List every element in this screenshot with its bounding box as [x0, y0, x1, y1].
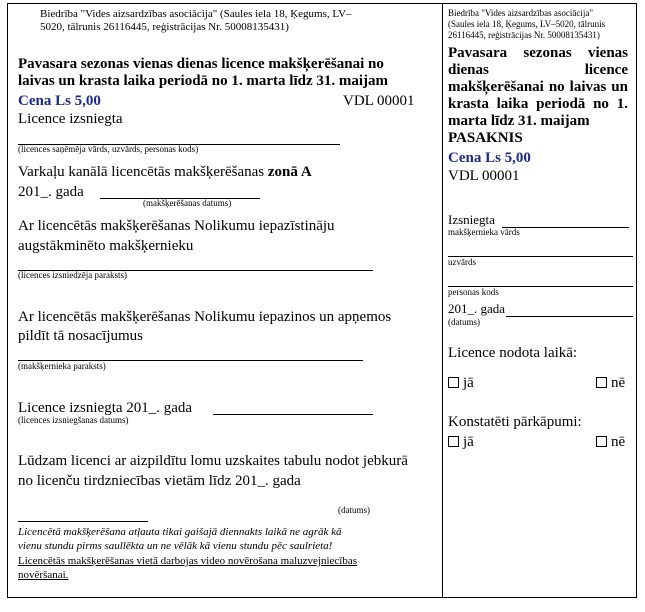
stub-date-label: 201_. gada	[448, 301, 506, 316]
stub-date-caption: (datums)	[448, 317, 480, 327]
serial-number: VDL 00001	[343, 93, 415, 109]
stub-title-line-3: makšķerēšanai no laivas un	[448, 79, 628, 95]
angler-ack-line-1: Ar licencētās makšķerēšanas Nolikumu iepazinos un apņemos	[18, 309, 392, 325]
daylight-note-line-1: Licencētā makšķerēšana atļauta tikai gaišajā diennakts laikā ne agrāk kā	[18, 526, 342, 538]
stub-label: PASAKNIS	[448, 130, 523, 146]
angler-ack-line-2: pildīt tā nosacījumus	[18, 328, 143, 344]
org-header-line-2: 5020, tālrunis 26116445, reģistrācijas Nr. 50008135431)	[40, 21, 289, 33]
stub-issued-label: Izsniegta	[448, 212, 495, 227]
stub-id-caption: personas kods	[448, 287, 499, 297]
notes-separator	[18, 521, 148, 522]
zone-line: Varkaļu kanālā licencētās makšķerēšanas zonā A	[18, 164, 312, 180]
issue-date-line[interactable]	[213, 414, 373, 415]
issuer-signature-caption: (licences izsniedzēja paraksts)	[18, 270, 127, 280]
return-date-caption: (datums)	[338, 505, 370, 515]
returned-no-option[interactable]: nē	[596, 375, 625, 392]
stub-org-header-line-1: Biedrība "Vides aizsardzības asociācija"	[448, 8, 593, 18]
stub-date-line[interactable]	[506, 316, 633, 317]
issued-to-label: Licence izsniegta	[18, 111, 123, 127]
stub-surname-caption: uzvārds	[448, 257, 476, 267]
daylight-note-line-2: vienu stundu pirms saullēkta un ne vēlāk kā vienu stundu pēc saulrieta!	[18, 540, 333, 552]
stub-title-line-2: dienas licence	[448, 62, 628, 78]
issue-date-caption: (licences izsniegšanas datums)	[18, 415, 129, 425]
rules-ack-line-1: Ar licencētās makšķerēšanas Nolikumu iepazīstināju	[18, 218, 335, 234]
rules-ack-line-2: augstākminēto makšķernieku	[18, 238, 194, 254]
fishing-date-caption: (makšķerēšanas datums)	[143, 198, 232, 208]
fishing-date-label: 201_. gada	[18, 184, 84, 200]
org-header-line-1: Biedrība "Vides aizsardzības asociācija" (Saules iela 18, Ķegums, LV–	[40, 8, 352, 20]
stub-org-header-line-2: (Saules iela 18, Ķegums, LV–5020, tālrunis	[448, 19, 606, 29]
license-form	[7, 3, 637, 598]
license-title-line-2: laivas un krasta laika periodā no 1. marta līdz 31. maijam	[18, 73, 389, 89]
violations-yes-option[interactable]: jā	[448, 434, 474, 451]
violations-no-checkbox[interactable]	[596, 436, 607, 447]
violations-no-option[interactable]: nē	[596, 434, 625, 451]
violations-question: Konstatēti pārkāpumi:	[448, 414, 582, 430]
video-note-line-2: novēršanai.	[18, 569, 69, 581]
angler-signature-caption: (makšķernieka paraksts)	[18, 361, 106, 371]
returned-no-checkbox[interactable]	[596, 377, 607, 388]
return-request-line-1: Lūdzam licenci ar aizpildītu lomu uzskaites tabulu nodot jebkurā	[18, 453, 408, 469]
price: Cena Ls 5,00	[18, 93, 101, 109]
video-note-line-1: Licencētās makšķerēšanas vietā darbojas video novērošana maluzvejniecības	[18, 555, 358, 567]
returned-question: Licence nodota laikā:	[448, 345, 578, 361]
stub-org-header-line-3: 26116445, reģistrācijas Nr. 50008135431)	[448, 30, 600, 40]
stub-name-line[interactable]	[502, 227, 629, 228]
stub-title-line-1: Pavasara sezonas vienas	[448, 45, 628, 61]
stub-price: Cena Ls 5,00	[448, 150, 531, 166]
returned-yes-option[interactable]: jā	[448, 375, 474, 392]
violations-yes-checkbox[interactable]	[448, 436, 459, 447]
recipient-caption: (licences saņēmēja vārds, uzvārds, personas kods)	[18, 144, 199, 154]
stub-divider	[442, 4, 443, 597]
stub-title-line-5: marta līdz 31. maijam	[448, 113, 590, 129]
license-title-line-1: Pavasara sezonas vienas dienas licence makšķerēšanai no	[18, 56, 384, 72]
issue-date-label: Licence izsniegta 201_. gada	[18, 400, 193, 416]
return-request-line-2: no licenču tirdzniecības vietām līdz 201_. gada	[18, 473, 301, 489]
stub-name-caption: makšķernieka vārds	[448, 227, 520, 237]
returned-yes-checkbox[interactable]	[448, 377, 459, 388]
stub-title-line-4: krasta laika periodā no 1.	[448, 96, 628, 112]
stub-serial-number: VDL 00001	[448, 168, 520, 184]
